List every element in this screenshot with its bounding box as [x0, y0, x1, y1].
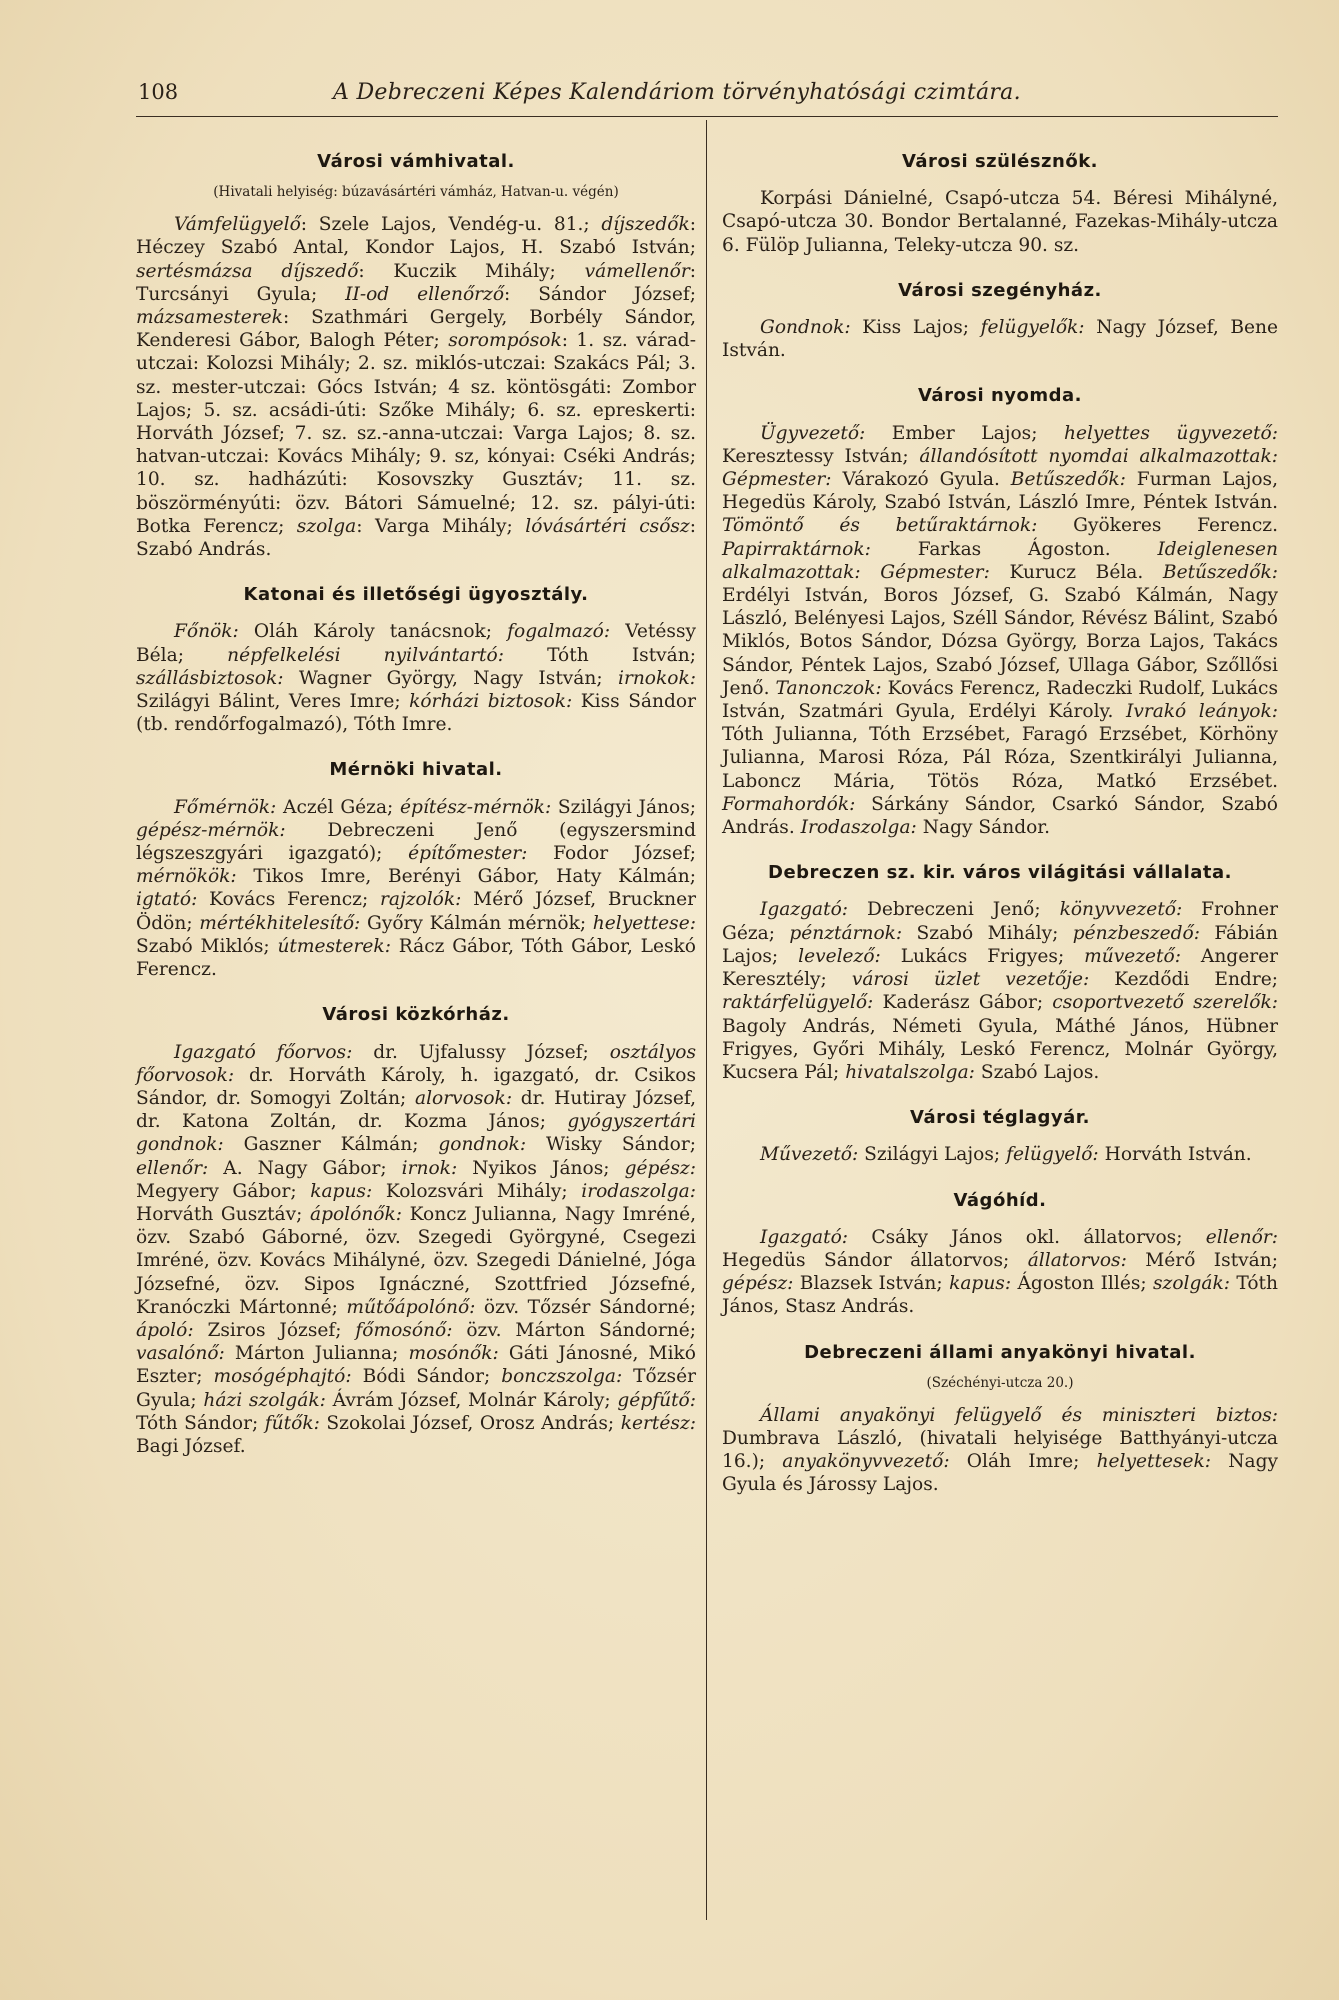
- role-label: gyógyszertári gondnok:: [136, 1111, 696, 1156]
- role-label: gépész:: [722, 1273, 794, 1295]
- role-label: helyettes ügyvezető:: [1063, 422, 1278, 444]
- running-title: A Debreczeni Képes Kalendáriom törvényhatósági czimtára.: [333, 80, 1021, 105]
- entry-text: Nyikos János;: [457, 1157, 625, 1179]
- role-label: raktárfelügyelő:: [722, 992, 874, 1014]
- entry-text: özv. Márton Sándorné;: [452, 1319, 696, 1341]
- role-label: helyettese:: [592, 912, 696, 934]
- entry-text: Nagy Gyula és Járossy Lajos.: [722, 1451, 1278, 1496]
- role-label: gépfűtő:: [617, 1389, 697, 1411]
- role-label: népfelkelési nyilvántartó:: [227, 644, 504, 666]
- entry-text: Gáti Jánosné, Mikó Eszter;: [136, 1343, 696, 1388]
- entry-text: Farkas Ágoston.: [870, 538, 1158, 560]
- entry-text: Sárkány Sándor, Csarkó Sándor, Szabó András.: [722, 793, 1278, 839]
- entry-text: Horváth István.: [1098, 1144, 1252, 1166]
- role-label: pénzbeszedő:: [1072, 922, 1201, 944]
- section: [136, 150, 696, 561]
- role-label: mosónők:: [408, 1343, 499, 1365]
- entry-text: Megyery Gábor;: [136, 1180, 311, 1202]
- section: [136, 758, 696, 981]
- role-label: osztályos főorvosok:: [136, 1041, 696, 1086]
- role-label: városi üzlet vezetője:: [851, 969, 1090, 991]
- role-label: mázsamesterek: [136, 307, 283, 329]
- entry-text: Kiss Lajos;: [850, 317, 981, 339]
- entry-text: Kaderász Gábor;: [873, 992, 1053, 1014]
- role-label: állandósított nyomdai alkalmazottak:: [919, 445, 1278, 467]
- entry-text: Nagy Sándor.: [916, 817, 1051, 839]
- section: [722, 1189, 1278, 1319]
- role-label: Papirraktárnok:: [722, 538, 871, 560]
- role-label: Tanonczok:: [775, 677, 882, 699]
- section-body: [722, 422, 1278, 840]
- role-label: igtató:: [136, 889, 198, 911]
- entry-text: Kezdődi Endre;: [1089, 969, 1278, 991]
- section-title: Városi téglagyár.: [910, 1107, 1090, 1129]
- role-label: Gépmester:: [880, 561, 990, 583]
- entry-text: Szokolai József, Orosz András;: [319, 1412, 621, 1434]
- role-label: Formahordók:: [722, 793, 856, 815]
- role-label: kapus:: [949, 1273, 1012, 1295]
- role-label: díjszedők: [601, 214, 690, 236]
- section: [136, 1003, 696, 1458]
- role-label: irnok:: [401, 1157, 458, 1179]
- role-label: sorompósok: [448, 330, 562, 352]
- section: [722, 1341, 1278, 1497]
- entry-text: Hegedüs Sándor állatorvos;: [722, 1249, 1028, 1271]
- entry-text: Várakozó Gyula.: [831, 469, 1011, 491]
- entry-text: Oláh Károly tanácsnok;: [238, 621, 508, 643]
- section-title: Katonai és illetőségi ügyosztály.: [243, 584, 589, 606]
- role-label: Gépmester:: [722, 469, 832, 491]
- entry-text: Fábián Lajos;: [722, 922, 1278, 967]
- role-label: alorvosok:: [415, 1087, 513, 1109]
- entry-text: Rácz Gábor, Tóth Gábor, Leskó Ferencz.: [136, 935, 696, 981]
- role-label: Irodaszolga:: [800, 817, 917, 839]
- section-title: Városi vámhivatal.: [317, 151, 515, 172]
- entry-text: Ávrám József, Molnár Károly;: [325, 1389, 618, 1411]
- role-label: gépész-mérnök:: [136, 819, 286, 841]
- right-column: [722, 150, 1278, 1519]
- role-label: építész-mérnök:: [400, 796, 552, 818]
- section-title: Debreczen sz. kir. város világitási vállalata.: [768, 862, 1232, 884]
- section-title: Városi nyomda.: [917, 385, 1083, 407]
- entry-text: Gyökeres Ferencz.: [1037, 515, 1278, 537]
- entry-text: dr. Horváth Károly, h. igazgató, dr. Csikos Sándor, dr. Somogyi Zoltán;: [136, 1064, 696, 1109]
- entry-text: Lukács Frigyes;: [880, 945, 1085, 967]
- entry-text: [861, 562, 881, 583]
- entry-text: Vetéssy Béla;: [136, 621, 696, 666]
- entry-text: Győry Kálmán mérnök;: [360, 912, 593, 934]
- section-body: [136, 796, 696, 982]
- role-label: útmesterek:: [277, 935, 391, 957]
- role-label: Művezető:: [760, 1144, 859, 1166]
- role-label: fogalmazó:: [507, 621, 611, 643]
- entry-text: Horváth Gusztáv;: [136, 1203, 310, 1225]
- role-label: ápolónők:: [310, 1203, 403, 1225]
- entry-text: Aczél Géza;: [276, 796, 401, 818]
- role-label: Igazgató:: [760, 899, 849, 921]
- entry-text: Debreczeni Jenő (egyszersmind légszeszgyári igazgató);: [136, 819, 696, 865]
- section: [722, 279, 1278, 363]
- role-label: levelező:: [798, 945, 881, 967]
- entry-text: Bagi József.: [136, 1435, 246, 1457]
- entry-text: Kovács Ferencz, Radeczki Rudolf, Lukács István, Szatmári Gyula, Erdélyi Károly.: [722, 677, 1278, 723]
- role-label: ápoló:: [136, 1319, 194, 1341]
- role-label: mértékhitelesítő:: [199, 912, 361, 934]
- role-label: mosógéphajtó:: [213, 1366, 352, 1388]
- section: [722, 150, 1278, 257]
- section-body: [722, 1226, 1278, 1319]
- entry-text: : Kuczik Mihály;: [358, 260, 585, 282]
- section-body: [722, 316, 1278, 362]
- role-label: mérnökök:: [136, 866, 237, 888]
- role-label: kertész:: [620, 1412, 697, 1434]
- entry-text: Tóth Julianna, Tóth Erzsébet, Faragó Erzsébet, Körhöny Julianna, Marosi Róza, Pál Róza, Szentkirályi Julianna, Laboncz Mária, Tötös Róza, Matkó Erzsébet.: [722, 724, 1278, 792]
- left-column: [136, 150, 696, 1480]
- role-label: II-od ellenőrző: [345, 283, 505, 305]
- role-label: vasalónő:: [136, 1343, 225, 1365]
- entry-text: Kolozsvári Mihály;: [372, 1180, 582, 1202]
- entry-text: Csáky János okl. állatorvos;: [848, 1226, 1206, 1248]
- role-label: irnokok:: [618, 667, 696, 689]
- section-title: Vágóhíd.: [953, 1189, 1047, 1211]
- entry-text: Mérő István;: [1126, 1249, 1278, 1271]
- entry-text: : Szathmári Gergely, Borbély Sándor, Kenderesi Gábor, Balogh Péter;: [136, 307, 696, 352]
- page-number: 108: [138, 80, 179, 104]
- role-label: kapus:: [310, 1180, 373, 1202]
- role-label: ellenőr:: [136, 1157, 209, 1179]
- section-body: [722, 1143, 1278, 1166]
- section-body: [722, 898, 1278, 1084]
- role-label: hivatalszolga:: [845, 1061, 975, 1083]
- role-label: szolga: [296, 515, 357, 537]
- role-label: Betűszedők:: [1010, 469, 1126, 491]
- role-label: szolgák:: [1153, 1273, 1231, 1295]
- entry-text: Szabó Mihály;: [902, 922, 1073, 944]
- role-label: Tömöntő és betűraktárnok:: [722, 515, 1038, 537]
- role-label: gépész:: [624, 1157, 696, 1179]
- role-label: csoportvezető szerelők:: [1052, 992, 1278, 1014]
- entry-text: Angerer Keresztély;: [722, 945, 1278, 991]
- role-label: pénztárnok:: [789, 922, 903, 944]
- section-note: (Széchényi-utcza 20.): [926, 1374, 1074, 1391]
- section-title: Városi közkórház.: [322, 1004, 510, 1026]
- entry-text: Kiss Sándor (tb. rendőrfogalmazó), Tóth Imre.: [136, 691, 696, 736]
- entry-text: Tóth János, Stasz András.: [722, 1273, 1278, 1318]
- entry-text: : Sándor József;: [504, 283, 696, 305]
- role-label: helyettesek:: [1096, 1451, 1212, 1473]
- role-label: főmosónő:: [355, 1319, 453, 1341]
- entry-text: Ágoston Illés;: [1011, 1273, 1154, 1295]
- section-body: [136, 1041, 696, 1459]
- section-title: Városi szülésznők.: [901, 151, 1099, 172]
- role-label: gondnok:: [438, 1134, 527, 1156]
- entry-text: Tőzsér Gyula;: [136, 1366, 696, 1411]
- entry-text: Frohner Géza;: [722, 899, 1278, 944]
- entry-text: Szabó Lajos.: [974, 1061, 1100, 1083]
- section: [722, 384, 1278, 839]
- section-body: [136, 213, 696, 561]
- entry-text: Oláh Imre;: [949, 1451, 1097, 1473]
- role-label: könyvvezető:: [1059, 899, 1183, 921]
- section-title: Mérnöki hivatal.: [329, 759, 503, 781]
- entry-text: dr. Ujfalussy József;: [352, 1041, 610, 1063]
- entry-text: Koncz Julianna, Nagy Imréné, özv. Szabó Gáborné, özv. Szegedi Györgyné, Csegezi Imréné, özv. Kovács Mihályné, özv. Szegedi Dánielné, Jóga Józsefné, özv. Sipos Ignáczné, Szottfried Józsefné, Kranóczki Mártonné;: [136, 1203, 696, 1318]
- entry-text: Korpási Dánielné, Csapó-utcza 54. Béresi Mihályné, Csapó-utcza 30. Bondor Bertalanné, Fazekas-Mihály-utcza 6. Fülöp Julianna, Teleky-utcza 90. sz.: [722, 188, 1278, 256]
- role-label: lóvásártéri csősz: [525, 515, 690, 537]
- role-label: anyakönyvvezető:: [782, 1451, 950, 1473]
- column-divider: [706, 120, 707, 1920]
- entry-text: : 1. sz. várad-utczai: Kolozsi Mihály; 2. sz. miklós-utczai: Szakács Pál; 3. sz. mester-utczai: Gócs István; 4 sz. köntösgáti: Zombor Lajos; 5. sz. acsádi-úti: Szőke Mihály; 6. sz. epreskerti: Horváth József; 7. sz. sz.-anna-utczai: Varga Lajos; 8. sz. hatvan-utczai: Kovács Mihály; 9. sz, kónyai: Cséki András; 10. sz. hadházúti: Kosovszky Gusztáv; 11. sz. böszörményúti: özv. Bátori Sámuelné; 12. sz. pályi-úti: Botka Ferencz;: [136, 330, 696, 537]
- entry-text: Szabó Miklós;: [136, 935, 278, 957]
- entry-text: : Szele Lajos, Vendég-u. 81.;: [300, 214, 602, 236]
- entry-text: Gaszner Kálmán;: [223, 1134, 439, 1156]
- entry-text: Dumbrava László, (hivatali helyisége Batthyányi-utcza 16.);: [722, 1427, 1278, 1473]
- role-label: házi szolgák:: [203, 1389, 326, 1411]
- entry-text: Erdélyi István, Boros József, G. Szabó Kálmán, Nagy László, Belényesi Lajos, Széll Sándor, Révész Bálint, Szabó Miklós, Botos Sándor, Dózsa György, Borza Lajos, Takács Sándor, Péntek Lajos, Szabó József, Ullaga Gábor, Szőllősi Jenő.: [722, 585, 1278, 699]
- entry-text: dr. Hutiray József, dr. Katona Zoltán, dr. Kozma János;: [136, 1087, 696, 1133]
- section-body: [722, 187, 1278, 257]
- entry-text: Bódi Sándor;: [351, 1366, 502, 1388]
- entry-text: : Szabó András.: [136, 515, 696, 561]
- role-label: bonczszolga:: [501, 1366, 623, 1388]
- section-title: Debreczeni állami anyakönyi hivatal.: [804, 1341, 1196, 1363]
- entry-text: Furman Lajos, Hegedüs Károly, Szabó István, László Imre, Péntek István.: [722, 469, 1278, 514]
- entry-text: Bagoly András, Németi Gyula, Máthé János, Hübner Frigyes, Győri Mihály, Leskó Ferencz, Molnár György, Kucsera Pál;: [722, 1015, 1278, 1083]
- entry-text: Wagner György, Nagy István;: [283, 667, 618, 689]
- role-label: irodaszolga:: [581, 1180, 696, 1202]
- role-label: felügyelő:: [1006, 1144, 1099, 1166]
- role-label: Főnök:: [174, 621, 239, 643]
- entry-text: Márton Julianna;: [224, 1343, 409, 1365]
- role-label: Vámfelügyelő: [174, 214, 301, 236]
- entry-text: : Turcsányi Gyula;: [136, 260, 697, 305]
- entry-text: Debreczeni Jenő;: [848, 899, 1060, 921]
- role-label: állatorvos:: [1027, 1249, 1127, 1271]
- entry-text: Zsiros József;: [193, 1319, 356, 1341]
- entry-text: : Varga Mihály;: [356, 515, 526, 537]
- entry-text: Tikos Imre, Berényi Gábor, Haty Kálmán;: [236, 866, 696, 888]
- section: [722, 1106, 1278, 1166]
- role-label: Ügyvezető:: [760, 422, 866, 444]
- role-label: felügyelők:: [980, 317, 1085, 339]
- section-title: Városi szegényház.: [898, 279, 1102, 301]
- role-label: rajzolók:: [379, 889, 462, 911]
- entry-text: Wisky Sándor;: [526, 1134, 696, 1156]
- entry-text: Tóth István;: [503, 644, 697, 666]
- section-note: (Hivatali helyiség: búzavásártéri vámház, Hatvan-u. végén): [213, 184, 619, 201]
- role-label: Főmérnök:: [174, 796, 277, 818]
- role-label: Betűszedők:: [1162, 561, 1279, 583]
- role-label: Gondnok:: [760, 317, 851, 339]
- role-label: művezető:: [1084, 945, 1181, 967]
- entry-text: Szilágyi Lajos;: [858, 1144, 1007, 1166]
- entry-text: Blazsek István;: [793, 1273, 950, 1295]
- entry-text: Tóth Sándor;: [136, 1412, 265, 1434]
- entry-text: Mérő József, Bruckner Ödön;: [136, 889, 696, 934]
- role-label: Igazgató főorvos:: [174, 1041, 353, 1063]
- role-label: kórházi biztosok:: [409, 691, 573, 713]
- entry-text: Fodor József;: [527, 843, 696, 865]
- header-rule: [136, 116, 1278, 117]
- entry-text: Kovács Ferencz;: [197, 889, 380, 911]
- role-label: Igazgató:: [760, 1226, 849, 1248]
- role-label: sertésmázsa díjszedő: [136, 260, 359, 282]
- role-label: fűtők:: [264, 1412, 320, 1434]
- entry-text: Keresztessy István;: [722, 445, 920, 467]
- role-label: ellenőr:: [1205, 1226, 1278, 1248]
- entry-text: : Héczey Szabó Antal, Kondor Lajos, H. Szabó István;: [136, 214, 696, 259]
- entry-text: Nagy József, Bene István.: [722, 317, 1279, 362]
- role-label: Ideiglenesen alkalmazottak:: [722, 538, 1278, 583]
- entry-text: özv. Tőzsér Sándorné;: [475, 1296, 696, 1318]
- role-label: Állami anyakönyi felügyelő és miniszteri biztos:: [760, 1404, 1278, 1426]
- role-label: Ivrakó leányok:: [1125, 701, 1278, 723]
- entry-text: Szilágyi Bálint, Veres Imre;: [136, 691, 410, 713]
- entry-text: Ember Lajos;: [865, 422, 1064, 444]
- section-body: [722, 1404, 1278, 1497]
- role-label: szállásbiztosok:: [136, 667, 284, 689]
- role-label: építőmester:: [408, 843, 528, 865]
- entry-text: Kurucz Béla.: [989, 561, 1163, 583]
- entry-text: A. Nagy Gábor;: [208, 1157, 402, 1179]
- running-header: [138, 76, 1278, 116]
- section: [136, 583, 696, 736]
- role-label: műtőápolónő:: [346, 1296, 476, 1318]
- role-label: vámellenőr: [584, 260, 690, 282]
- section-body: [136, 620, 696, 736]
- entry-text: Szilágyi János;: [551, 796, 697, 818]
- section: [722, 861, 1278, 1084]
